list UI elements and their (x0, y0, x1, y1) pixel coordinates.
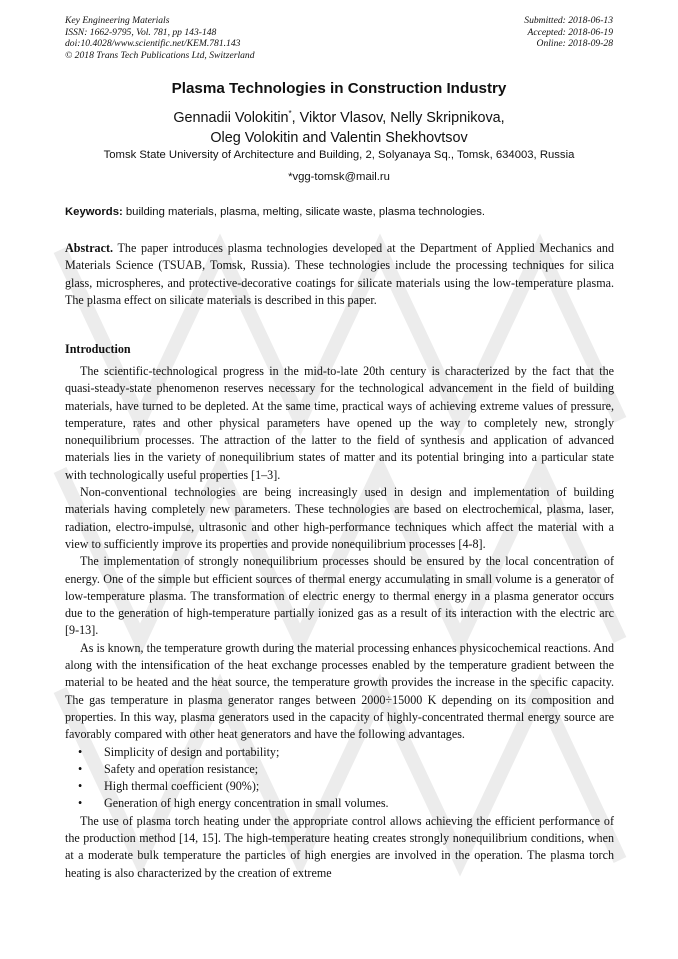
authors-rest: , Viktor Vlasov, Nelly Skripnikova, (291, 109, 505, 126)
accepted-date: Accepted: 2018-06-19 (527, 26, 613, 38)
list-item: • Generation of high energy concentration in small volumes. (65, 795, 614, 812)
corresponding-mark: * (288, 109, 292, 118)
author-list (0, 104, 678, 148)
bullet-icon: • (78, 761, 83, 776)
bullet-icon: • (78, 779, 83, 794)
keywords-label: Keywords: (65, 206, 123, 218)
journal-issn: ISSN: 1662-9795, Vol. 781, pp 143-148 (65, 26, 217, 38)
list-item: • Safety and operation resistance; (65, 761, 614, 778)
keywords-text: building materials, plasma, melting, silicate waste, plasma technologies. (122, 206, 486, 218)
advantages-list (65, 744, 614, 813)
intro-paragraph: The scientific-technological progress in the mid-to-late 20th century is characterized by the fact that the quasi-steady-state phenomenon reserves necessary for the technological advancement in the field of building materials, have turned to be depleted. At the same time, practical ways of achieving extreme values of pressure, temperature, rates and other physical parameters have opened up the way to completely new, strongly nonequilibrium processes. The attraction of the latter to the field of synthesis and application of advanced materials lies in the variety of nonequilibrium states of matter and its potential bringing into a particular state with technologically useful properties [1–3]. (65, 364, 614, 482)
affiliation: Tomsk State University of Architecture and Building, 2, Solyanaya Sq., Tomsk, 634003, Russia (103, 149, 575, 161)
authors-line-2: Oleg Volokitin and Valentin Shekhovtsov (210, 129, 468, 146)
email-link[interactable]: *vgg-tomsk@mail.ru (288, 171, 390, 183)
section-heading-introduction: Introduction (65, 342, 131, 356)
list-item: • High thermal coefficient (90%); (65, 778, 614, 795)
bullet-icon: • (78, 744, 83, 759)
bullet-icon: • (78, 796, 83, 811)
abstract-label: Abstract. (65, 241, 114, 255)
journal-info (65, 15, 255, 61)
list-item: • Simplicity of design and portability; (65, 744, 614, 761)
introduction-body (65, 363, 614, 882)
intro-paragraph: As is known, the temperature growth during the material processing enhances physicochemical reactions. And along with the intensification of the heat exchange processes enabled by the temperature gradient between the material to be heated and the heat source, the temperature growth provides the increase in the specific capacity. The gas temperature in plasma generator ranges between 2000÷15000 K depending on its composition and properties. In this way, plasma generators used in the capacity of highly-concentrated thermal energy source are favorably compared with other heat generators and have the following advantages. (65, 640, 614, 742)
author-first: Gennadii Volokitin (173, 109, 289, 126)
journal-doi: doi:10.4028/www.scientific.net/KEM.781.143 (65, 38, 241, 49)
abstract-text: The paper introduces plasma technologies developed at the Department of Applied Mechanics and Materials Science (TSUAB, Tomsk, Russia). These technologies include the processing techniques for silica glass, microspheres, and protective-decorative coatings for silicate materials using the low-temperature plasma. The plasma effect on silicate materials is described in this paper. (65, 241, 614, 307)
publication-dates (524, 15, 613, 50)
submitted-date: Submitted: 2018-06-13 (524, 15, 613, 26)
online-date: Online: 2018-09-28 (536, 38, 613, 49)
abstract (65, 240, 614, 309)
keywords (65, 206, 614, 218)
journal-copyright: © 2018 Trans Tech Publications Ltd, Switzerland (65, 49, 255, 61)
paper-title: Plasma Technologies in Construction Industry (171, 80, 507, 97)
final-paragraph: The use of plasma torch heating under the appropriate control allows achieving the efficient performance of the production method [14, 15]. The high-temperature heating creates strongly nonequilibrium conditions, when at a moderate bulk temperature the particles of high energies are involved in the operation. The plasma torch heating is also characterized by the creation of extreme (65, 813, 614, 880)
intro-paragraph: Non-conventional technologies are being increasingly used in design and implementation of building materials having completely new parameters. These technologies are based on electrochemical, plasma, laser, radiation, electro-impulse, ultrasonic and other high-performance techniques which affect the material with a view to sufficiently improve its properties and provide nonequilibrium processes [4-8]. (65, 485, 614, 551)
journal-name: Key Engineering Materials (65, 15, 170, 26)
intro-paragraph: The implementation of strongly nonequilibrium processes should be ensured by the local concentration of energy. One of the simple but efficient sources of thermal energy accumulating in small volume is a generator of low-temperature plasma. The transformation of electric energy to thermal energy in a plasma generator occurs due to the generation of high-temperature partially ionized gas as a result of its interaction with the electric arc [9-13]. (65, 554, 614, 638)
